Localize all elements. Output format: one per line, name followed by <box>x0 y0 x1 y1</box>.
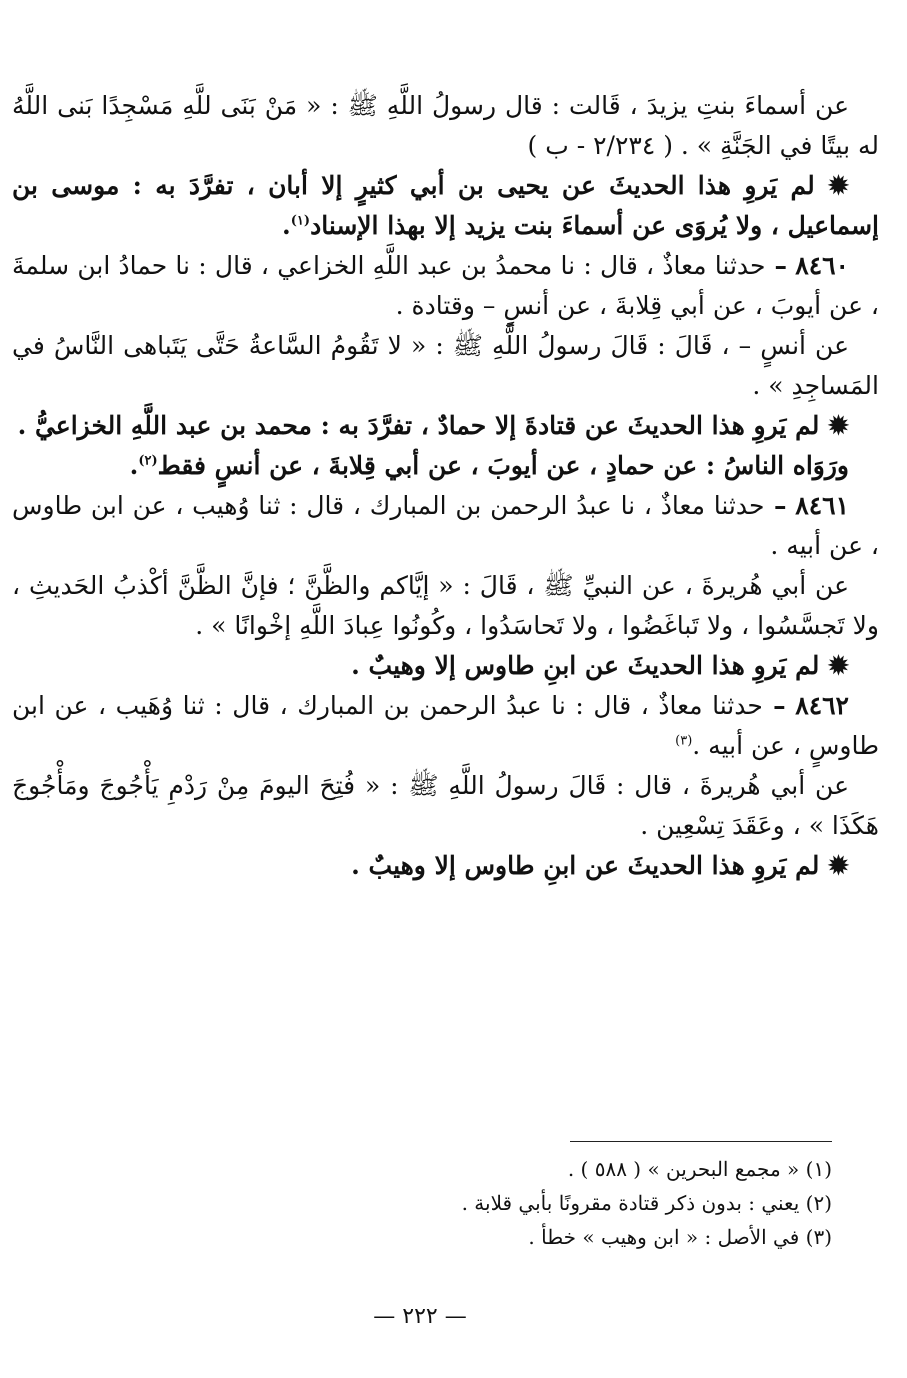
paragraph-text: عن أنسٍ – ، قَالَ : قَالَ رسولُ اللَّهِ ﷺ : « لا تَقُومُ السَّاعةُ حَتَّى يَتَباهى النَّاسُ في المَساجِدِ » . <box>12 331 879 400</box>
paragraph-narration-abu-hurayra-2 <box>12 766 879 846</box>
footnote-mark: (١) <box>805 1157 832 1181</box>
paragraph-text: ✹ لم يَروِ هذا الحديثَ عن يحيى بن أبي كثيرٍ إلا أبان ، تفرَّدَ به : موسى بن إسماعيل ، ولا يُروَى عن أسماءَ بنت يزيد إلا بهذا الإسناد <box>12 171 879 240</box>
footnote-ref-2: (٢) <box>138 453 158 469</box>
paragraph-narration-anas <box>12 326 879 406</box>
page-number: — ٢٢٢ — <box>373 1304 467 1329</box>
paragraph-hadith-8460: ٨٤٦٠ – حدثنا معاذٌ ، قال : نا محمدُ بن عبد اللَّهِ الخزاعي ، قال : نا حمادُ ابن سلمةَ ، عن أيوبَ ، عن أبي قِلابةَ ، عن أنسٍ – وقتادة . <box>12 251 879 320</box>
paragraph-text: ✹ لم يَروِ هذا الحديثَ عن ابنِ طاوس إلا وهيبٌ . <box>351 651 849 680</box>
paragraph-comment-4 <box>12 646 879 686</box>
footnote-mark: (٢) <box>805 1191 832 1215</box>
footnote-mark: (٣) <box>805 1225 832 1249</box>
footnote-ref-1: (١) <box>290 213 311 229</box>
footnote-text: في الأصل : « ابن وهيب » خطأ . <box>528 1225 800 1249</box>
paragraph-text: حدثنا معاذٌ ، قال : نا محمدُ بن عبد اللَّهِ الخزاعي ، قال : نا حمادُ ابن سلمةَ ، عن أيوبَ ، عن أبي قِلابةَ ، عن أنسٍ – وقتادة . <box>12 251 879 320</box>
paragraph-comment-3: ورَوَاه الناسُ : عن حمادٍ ، عن أيوبَ ، عن أبي قِلابةَ ، عن أنسٍ فقط$^{(٢)}$. <box>129 451 849 480</box>
paragraph-text: ورَوَاه الناسُ : عن حمادٍ ، عن أيوبَ ، عن أبي قِلابةَ ، عن أنسٍ فقط <box>157 451 849 480</box>
paragraph-comment-2 <box>12 406 879 446</box>
paragraph-hadith-8462: ٨٤٦٢ – حدثنا معاذٌ ، قال : نا عبدُ الرحمن بن المبارك ، قال : ثنا وُهَيب ، عن ابن طاوسٍ ، عن أبيه .$^{(٣)}$ <box>12 691 879 760</box>
paragraph-narration-abu-hurayra-1 <box>12 566 879 646</box>
paragraph-narration-asma <box>12 86 879 166</box>
hadith-number: ٨٤٦٢ <box>795 691 849 720</box>
footnote-ref-3: (٣) <box>675 733 693 749</box>
hadith-number: ٨٤٦٠ <box>795 251 849 280</box>
hadith-number: ٨٤٦١ <box>795 491 849 520</box>
paragraph-text: حدثنا معاذٌ ، قال : نا عبدُ الرحمن بن المبارك ، قال : ثنا وُهَيب ، عن ابن طاوسٍ ، عن أبيه . <box>12 691 879 760</box>
footnote-1 <box>232 1152 832 1186</box>
paragraph-text: عن أسماءَ بنتِ يزيدَ ، قَالت : قال رسولُ اللَّهِ ﷺ : « مَنْ بَنَى للَّهِ مَسْجِدًا بَنى اللَّهُ له بيتًا في الجَنَّةِ » . ( ٢/٢٣٤ - ب ) <box>12 91 879 160</box>
paragraph-text: حدثنا معاذٌ ، نا عبدُ الرحمن بن المبارك ، قال : ثنا وُهيب ، عن ابن طاوس ، عن أبيه . <box>12 491 879 560</box>
footnote-3 <box>232 1220 832 1254</box>
paragraph-comment-1: ✹ لم يَروِ هذا الحديثَ عن يحيى بن أبي كثيرٍ إلا أبان ، تفرَّدَ به : موسى بن إسماعيل ، ولا يُروَى عن أسماءَ بنت يزيد إلا بهذا الإسناد$^{(١)}$. <box>12 171 879 240</box>
footnote-text: « مجمع البحرين » ( ٥٨٨ ) . <box>567 1157 800 1181</box>
footnote-text: يعني : بدون ذكر قتادة مقرونًا بأبي قلابة . <box>461 1191 800 1215</box>
footnote-2 <box>232 1186 832 1220</box>
paragraph-text: ✹ لم يَروِ هذا الحديثَ عن ابنِ طاوس إلا وهيبٌ . <box>351 851 849 880</box>
paragraph-comment-5 <box>12 846 879 886</box>
footnotes <box>232 1152 832 1254</box>
paragraph-hadith-8461: ٨٤٦١ – حدثنا معاذٌ ، نا عبدُ الرحمن بن المبارك ، قال : ثنا وُهيب ، عن ابن طاوس ، عن أبيه . <box>12 491 879 560</box>
paragraph-text: عن أبي هُريرةَ ، عن النبيِّ ﷺ ، قَالَ : « إيَّاكم والظَّنَّ ؛ فإنَّ الظَّنَّ أكْذبُ الحَديثِ ، ولا تَجسَّسُوا ، ولا تَباغَضُوا ، ولا تَحاسَدُوا ، وكُونُوا عِبادَ اللَّهِ إخْوانًا » . <box>12 571 879 640</box>
footnote-divider <box>570 1141 832 1142</box>
paragraph-text: عن أبي هُريرةَ ، قال : قَالَ رسولُ اللَّهِ ﷺ : « فُتِحَ اليومَ مِنْ رَدْمِ يَأْجُوجَ ومَأْجُوجَ هَكَذَا » ، وعَقَدَ تِسْعِين . <box>12 771 879 840</box>
paragraph-text: ✹ لم يَروِ هذا الحديثَ عن قتادةَ إلا حمادٌ ، تفرَّدَ به : محمد بن عبد اللَّهِ الخزاعيُّ . <box>17 411 849 440</box>
main-text <box>12 86 879 886</box>
